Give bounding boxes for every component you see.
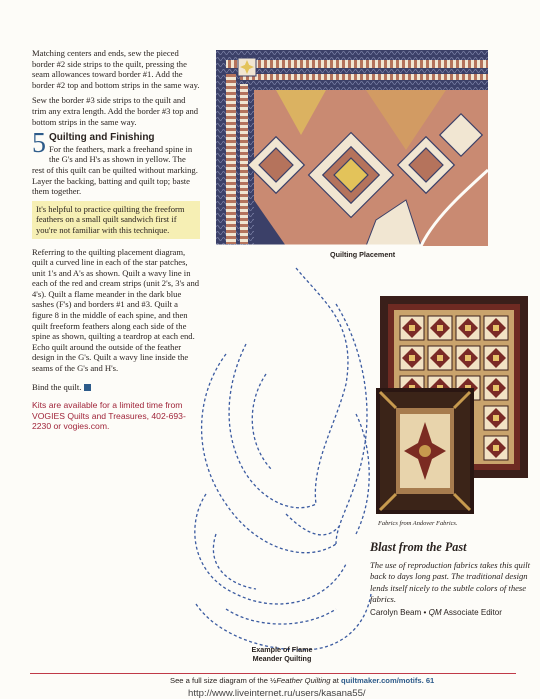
footer-fraction: ½ <box>270 676 277 685</box>
flame-meander-label: Example of Flame Meander Quilting <box>251 645 313 663</box>
bind-line <box>32 382 200 393</box>
left-column <box>32 48 200 437</box>
page-footer <box>170 676 520 685</box>
page-number: . 61 <box>421 676 435 685</box>
quilting-placement-illustration <box>216 50 488 246</box>
credit-magazine: QM <box>428 607 442 617</box>
watermark: http://www.liveinternet.ru/users/kasana55/ <box>188 688 366 699</box>
step-number: 5 <box>32 128 46 160</box>
blast-body: The use of reproduction fabrics takes this quilt back to days long past. The traditional design lends itself nicely to the subtle colors of these fabrics. <box>370 560 531 605</box>
step-5 <box>32 128 200 197</box>
step-title: Quilting and Finishing <box>49 132 155 144</box>
paragraph-border2: Matching centers and ends, sew the pieced border #2 side strips to the quilt, pressing the seam allowances toward border #1. Add the border #2 top and bottom strips in the same way. <box>32 48 200 90</box>
fabrics-caption: Fabrics from Andover Fabrics. <box>378 520 458 527</box>
footer-rule <box>30 673 516 674</box>
footer-title: Feather Quilting <box>276 676 331 685</box>
quilting-placement-label: Quilting Placement <box>330 250 396 259</box>
tip-box: It's helpful to practice quilting the freeform feathers on a small quilt sandwich first if you're not familiar with this technique. <box>32 201 200 239</box>
blast-title: Blast from the Past <box>370 540 467 554</box>
editor-credit <box>370 608 530 617</box>
credit-role: Associate Editor <box>441 607 502 617</box>
flame-meander-diagram <box>186 264 386 668</box>
motifs-link[interactable]: quiltmaker.com/motifs <box>340 676 422 685</box>
footer-pre: See a full size diagram of the <box>170 676 271 685</box>
footer-at: at <box>330 676 341 685</box>
end-square-icon <box>84 384 91 391</box>
bind-text: Bind the quilt. <box>32 381 82 392</box>
credit-author: Carolyn Beam <box>370 607 422 617</box>
blast-from-the-past <box>370 540 530 617</box>
block-closeup-photo <box>376 388 474 514</box>
paragraph-quilting: Referring to the quilting placement diagram, quilt a curved line in each of the star patches, unit 1's and A's as shown. Quilt a wavy line in each of the red and cream strips (unit 2's, 3's and 4's). Quilt a flame meander in the dark blue sashes (F's) and borders #1 and #3. Quilt a figure 8 in the middle of each spine, and then quilt freeform feathers along each side of the spine as shown, quilting a teardrop at each end. Echo quilt around the outside of the feather design in the G's. Quilt a wavy line inside the seams of the G's and H's. <box>32 246 200 374</box>
paragraph-border3: Sew the border #3 side strips to the quilt and trim any extra length. Add the border #3 top and bottom strips in the same way. <box>32 95 199 127</box>
credit-separator: • <box>421 607 429 617</box>
step-body: For the feathers, mark a freehand spine in the G's and H's as shown in yellow. The rest of this quilt can be quilted without marking. Layer the backing, batting and quilt top; baste them together. <box>32 143 198 197</box>
kits-note: Kits are available for a limited time from VOGIES Quilts and Treasures, 402-693-2230 or vogies.com. <box>32 400 186 432</box>
